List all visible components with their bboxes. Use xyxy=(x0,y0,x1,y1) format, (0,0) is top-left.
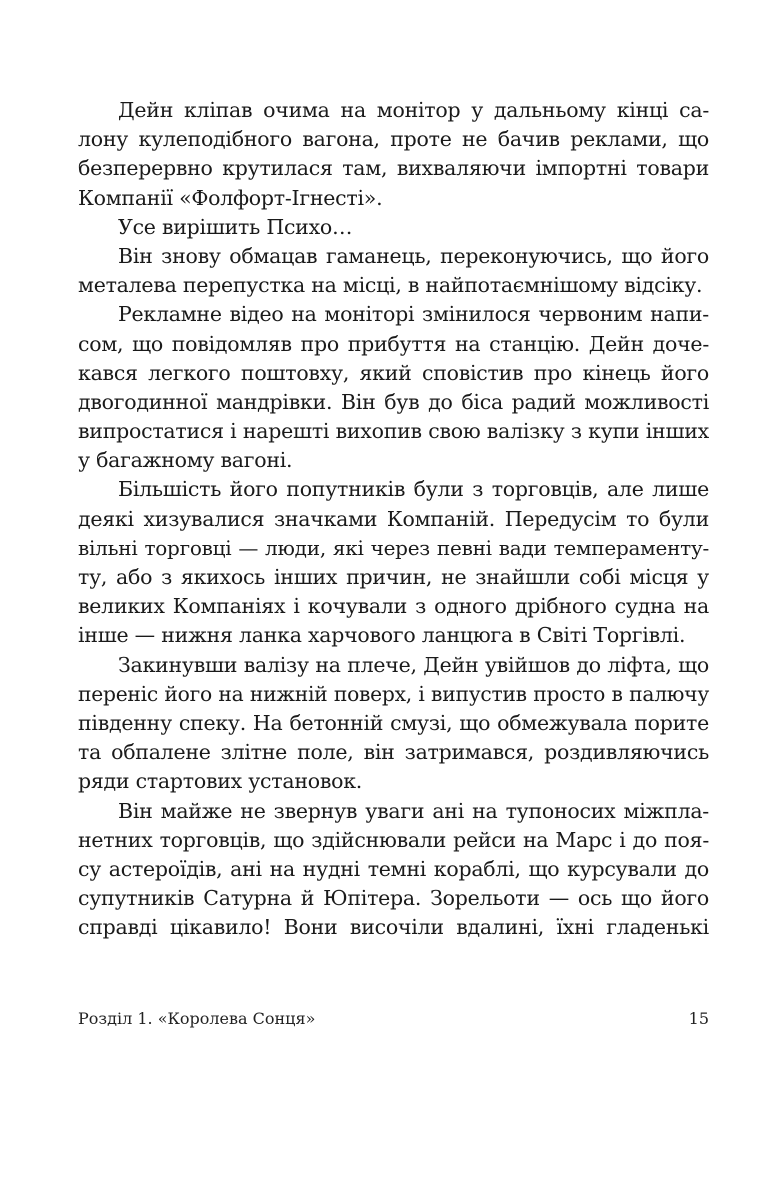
text-line: ряди стартових установок. xyxy=(78,769,363,794)
text-line: ту, або з якихось інших причин, не знайшли собі місця у xyxy=(78,565,709,589)
page-number: 15 xyxy=(688,1008,709,1028)
text-line: металева перепустка на місці, в найпотаємнішому відсіку. xyxy=(78,273,703,298)
text-line: безперервно крутилася там, вихваляючи імпортні товари xyxy=(78,156,709,181)
text-line: південну спеку. На бетонній смузі, що обмежувала порите xyxy=(78,710,709,735)
text-line: супутників Сатурна й Юпітера. Зорельоти — ось що його xyxy=(78,886,709,911)
text-line: кався легкого поштовху, який сповістив про кінець його xyxy=(78,360,709,385)
text-line: Рекламне відео на моніторі змінилося червоним напи- xyxy=(118,302,709,327)
page-body xyxy=(78,96,709,942)
text-line: інше — нижня ланка харчового ланцюга в Світі Торгівлі. xyxy=(78,623,686,648)
text-line: справді цікавило! Вони височіли вдалині, їхні гладенькі xyxy=(78,915,709,940)
text-line: вільні торговці — люди, які через певні вади темпераменту- xyxy=(78,535,709,560)
text-line: су астероїдів, ані на нудні темні кораблі, що курсували до xyxy=(78,856,709,881)
text-line: лону кулеподібного вагона, проте не бачив реклами, що xyxy=(78,127,709,152)
text-line: у багажному вагоні. xyxy=(78,448,293,473)
text-line: Дейн кліпав очима на монітор у дальньому кінці са- xyxy=(118,98,709,122)
text-line: нетних торговців, що здійснювали рейси на Марс і до поя- xyxy=(78,827,709,852)
text-line: переніс його на нижній поверх, і випустив просто в палючу xyxy=(78,681,709,706)
text-line: Він знову обмацав гаманець, переконуючись, що його xyxy=(118,243,709,268)
text-line: випростатися і нарешті вихопив свою валізку з купи інших xyxy=(78,419,709,444)
text-line: Закинувши валізу на плече, Дейн увійшов до ліфта, що xyxy=(118,652,709,677)
text-line: деякі хизувалися значками Компаній. Передусім то були xyxy=(78,506,709,531)
chapter-title: Розділ 1. «Королева Сонця» xyxy=(78,1008,316,1028)
text-line: Він майже не звернув уваги ані на тупоносих міжпла- xyxy=(118,798,709,823)
text-line: Компанії «Фолфорт-Ігнесті». xyxy=(78,185,383,210)
text-line: Усе вирішить Психо… xyxy=(118,214,353,239)
text-line: сом, що повідомляв про прибуття на станцію. Дейн доче- xyxy=(78,331,709,356)
text-line: Більшість його попутників були з торговців, але лише xyxy=(118,477,709,502)
text-line: двогодинної мандрівки. Він був до біса радий можливості xyxy=(78,389,709,414)
text-line: великих Компаніях і кочували з одного дрібного судна на xyxy=(78,594,709,619)
text-line: та обпалене злітне поле, він затримався, роздивляючись xyxy=(78,740,709,765)
page-footer xyxy=(78,1006,709,1030)
